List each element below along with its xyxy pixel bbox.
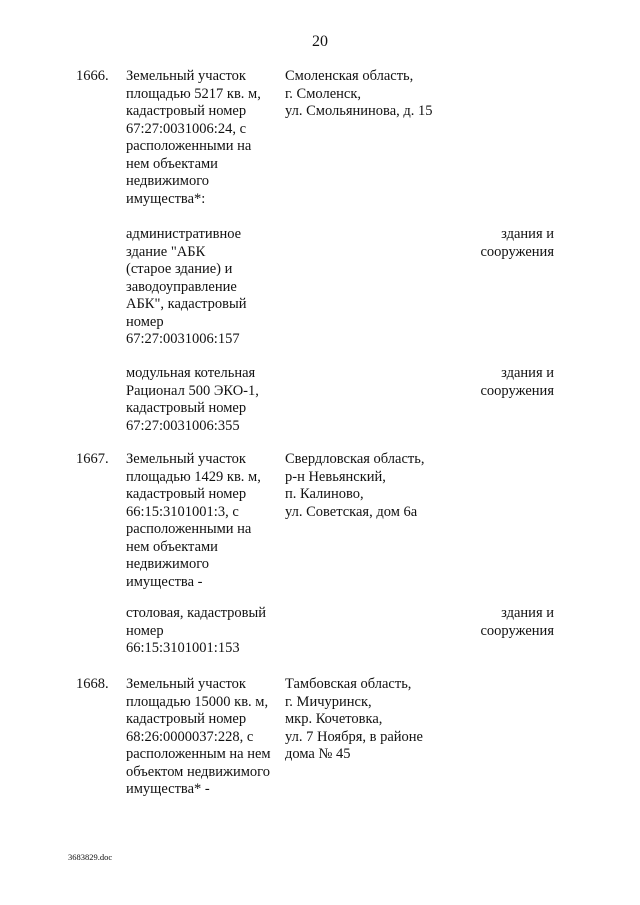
sub-item-category: здания и сооружения — [480, 365, 554, 399]
sub-item-description: модульная котельная Рационал 500 ЭКО-1, кадастровый номер 67:27:0031006:355 — [126, 365, 259, 434]
entry-description: Земельный участок площадью 15000 кв. м, кадастровый номер 68:26:0000037:228, с расположенным на нем объектом недвижимого имущества* - — [126, 676, 271, 797]
entry-description: Земельный участок площадью 5217 кв. м, кадастровый номер 67:27:0031006:24, с расположенными на нем объектами недвижимого имущества*: — [126, 68, 261, 207]
sub-item-category: здания и сооружения — [480, 605, 554, 639]
entry-address: Свердловская область, р-н Невьянский, п. Калиново, ул. Советская, дом 6а — [285, 451, 425, 520]
entry-number: 1667. — [76, 451, 109, 467]
document-footer: 3683829.doc — [68, 852, 113, 862]
entry-number: 1668. — [76, 676, 109, 692]
sub-item-description: административное здание "АБК (старое здание) и заводоуправление АБК", кадастровый номер 67:27:0031006:157 — [126, 226, 247, 347]
entry-number: 1666. — [76, 68, 109, 84]
page-number: 20 — [312, 33, 328, 50]
entry-description: Земельный участок площадью 1429 кв. м, кадастровый номер 66:15:3101001:3, с расположенными на нем объектами недвижимого имущества - — [126, 451, 261, 590]
sub-item-category: здания и сооружения — [480, 226, 554, 260]
sub-item-description: столовая, кадастровый номер 66:15:3101001:153 — [126, 605, 267, 656]
entry-address: Смоленская область, г. Смоленск, ул. Смольянинова, д. 15 — [285, 68, 433, 119]
entry-address: Тамбовская область, г. Мичуринск, мкр. Кочетовка, ул. 7 Ноября, в районе дома № 45 — [285, 676, 423, 762]
